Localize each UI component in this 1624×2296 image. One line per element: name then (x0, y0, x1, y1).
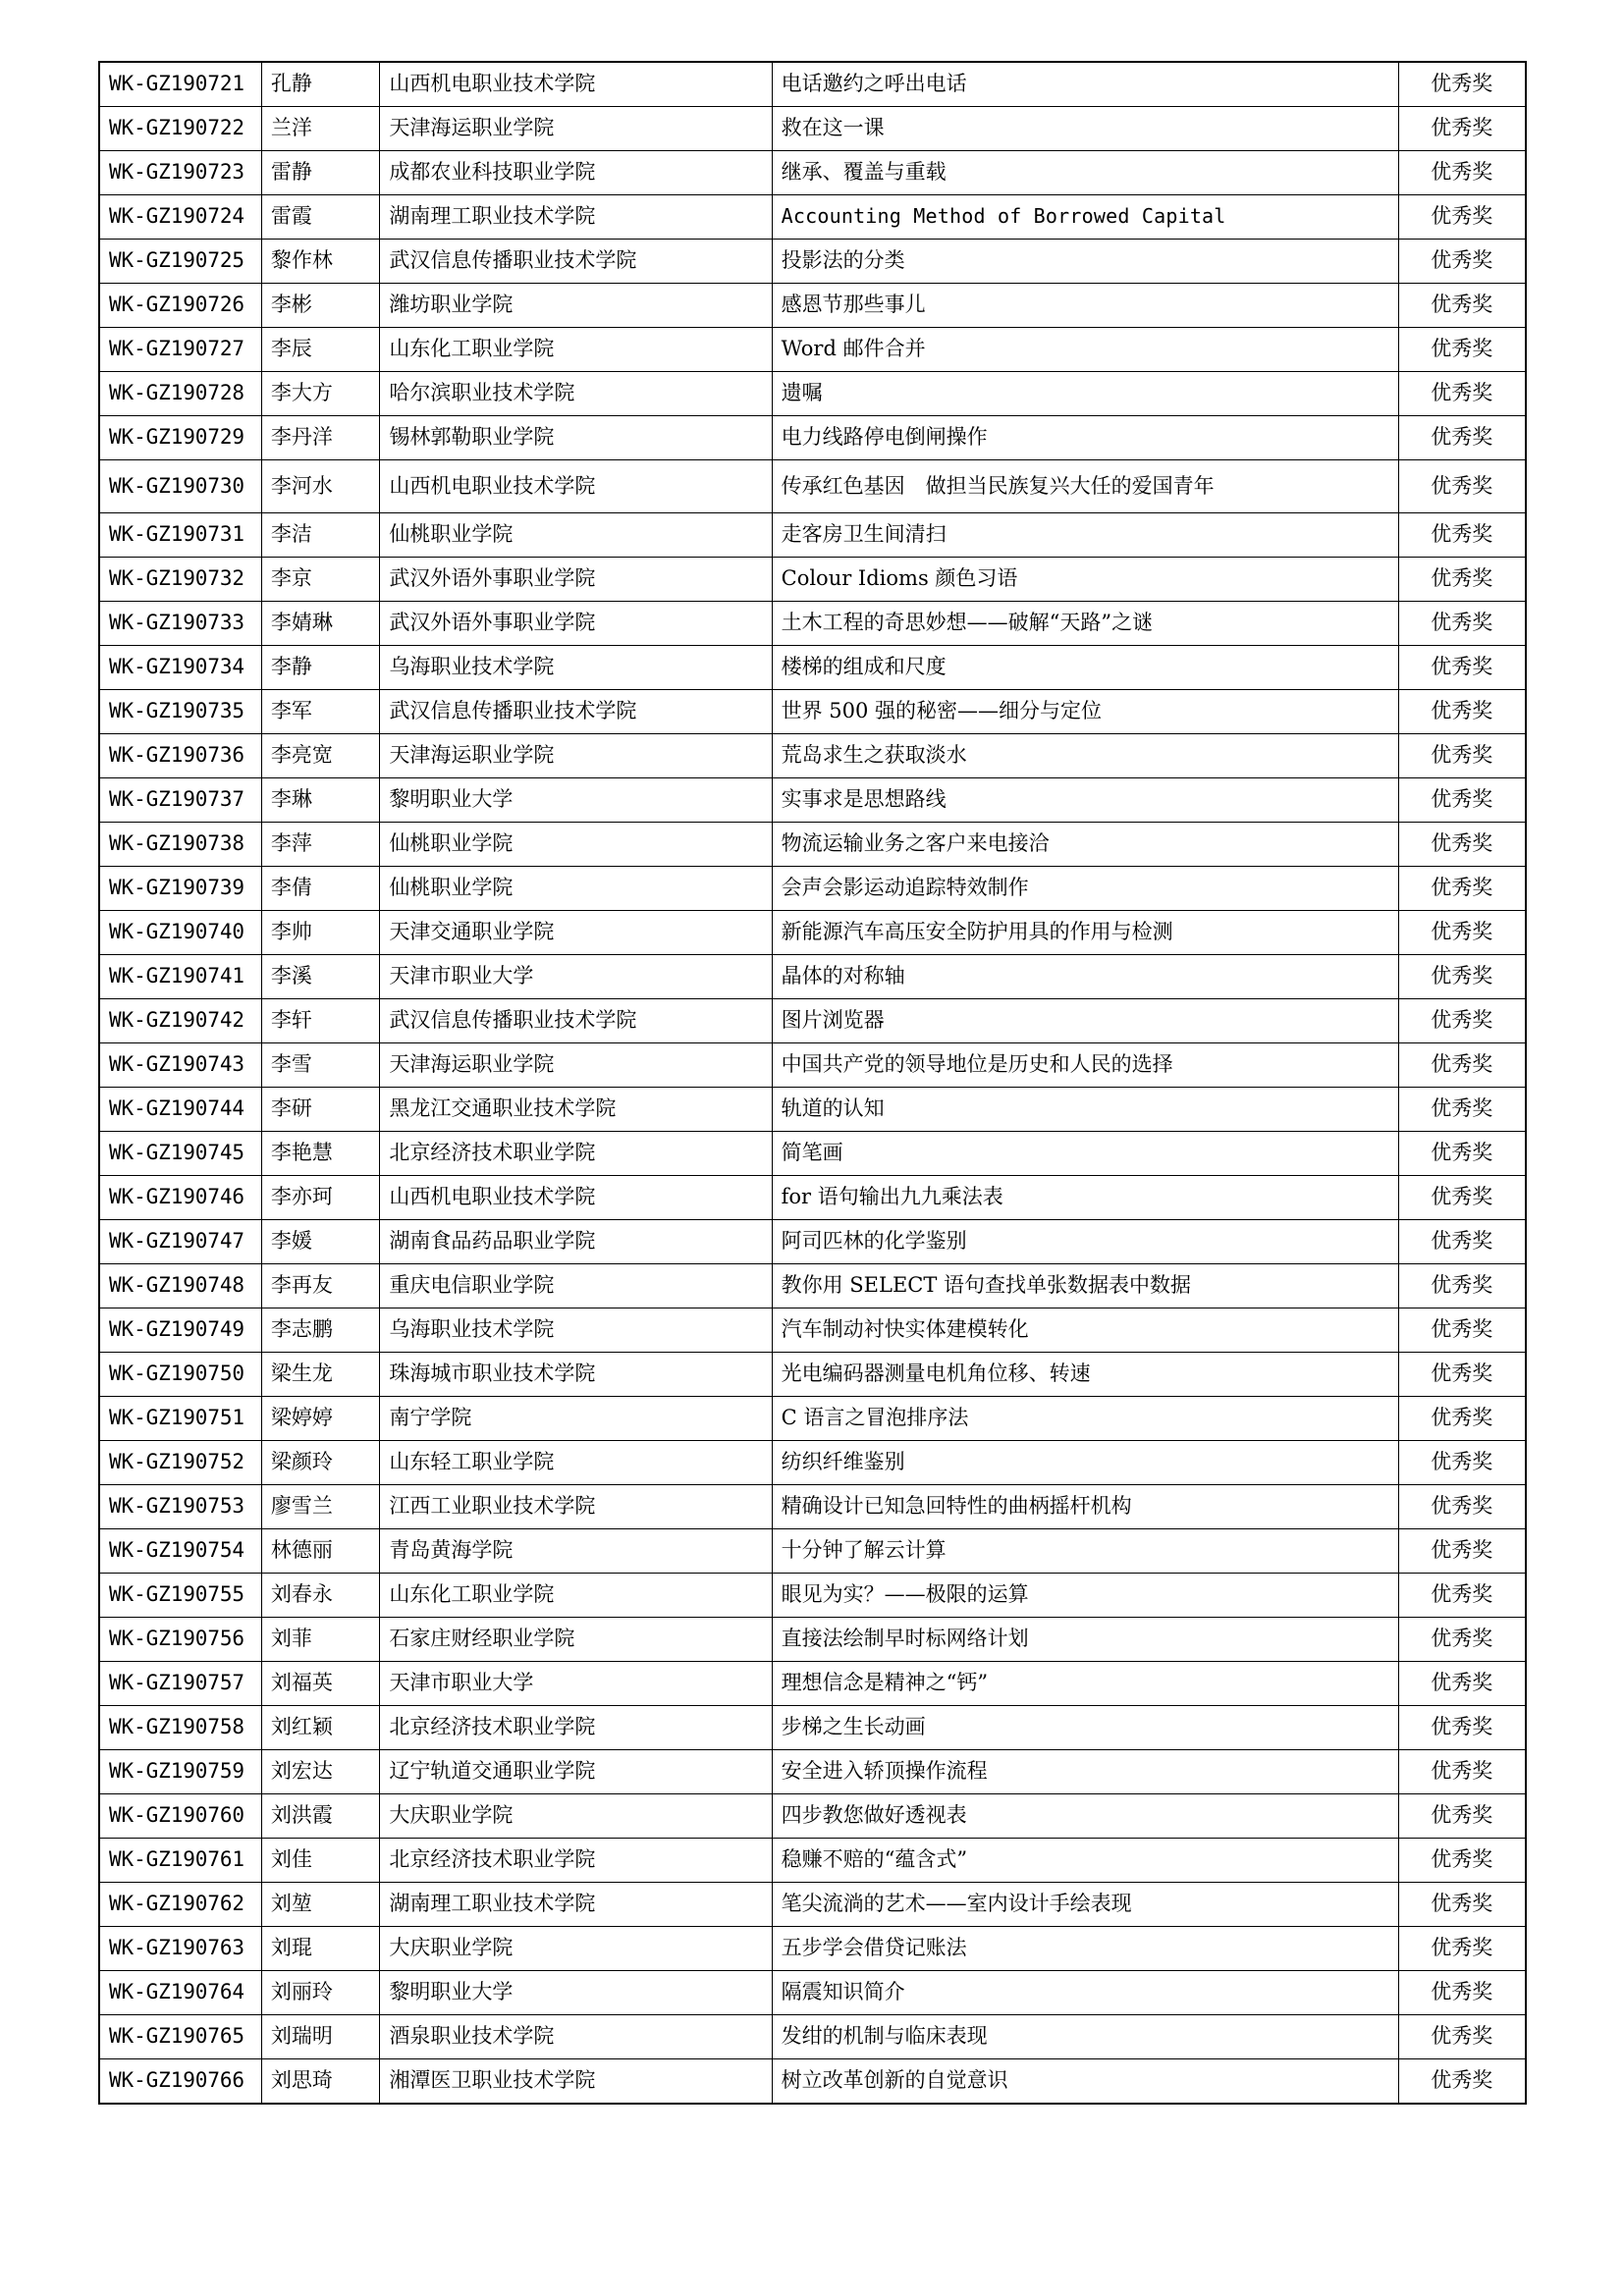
cell-author-name: 李帅 (261, 911, 379, 955)
cell-work-code: WK-GZ190731 (99, 513, 261, 558)
cell-institution: 武汉外语外事职业学院 (380, 602, 772, 646)
cell-institution: 重庆电信职业学院 (380, 1264, 772, 1308)
cell-author-name: 孔静 (261, 62, 379, 107)
table-row (99, 2015, 1526, 2059)
cell-institution: 仙桃职业学院 (380, 823, 772, 867)
cell-work-title: 世界 500 强的秘密——细分与定位 (772, 690, 1398, 734)
cell-work-title: 晶体的对称轴 (772, 955, 1398, 999)
cell-work-title: C 语言之冒泡排序法 (772, 1397, 1398, 1441)
cell-work-code: WK-GZ190764 (99, 1971, 261, 2015)
cell-author-name: 李志鹏 (261, 1308, 379, 1353)
cell-institution: 北京经济技术职业学院 (380, 1132, 772, 1176)
cell-author-name: 李辰 (261, 328, 379, 372)
cell-work-title: 传承红色基因 做担当民族复兴大任的爱国青年 (772, 460, 1398, 513)
cell-author-name: 李萍 (261, 823, 379, 867)
cell-author-name: 李媛 (261, 1220, 379, 1264)
cell-author-name: 李琳 (261, 778, 379, 823)
cell-award: 优秀奖 (1398, 911, 1526, 955)
table-row (99, 460, 1526, 513)
cell-award: 优秀奖 (1398, 1883, 1526, 1927)
table-row (99, 778, 1526, 823)
cell-institution: 仙桃职业学院 (380, 513, 772, 558)
cell-author-name: 刘堃 (261, 1883, 379, 1927)
cell-work-code: WK-GZ190729 (99, 416, 261, 460)
cell-work-title: 树立改革创新的自觉意识 (772, 2059, 1398, 2105)
cell-work-title: 步梯之生长动画 (772, 1706, 1398, 1750)
cell-work-title: 投影法的分类 (772, 240, 1398, 284)
cell-institution: 锡林郭勒职业学院 (380, 416, 772, 460)
cell-work-code: WK-GZ190735 (99, 690, 261, 734)
cell-work-code: WK-GZ190739 (99, 867, 261, 911)
cell-work-code: WK-GZ190742 (99, 999, 261, 1043)
table-row (99, 1839, 1526, 1883)
cell-work-title: 继承、覆盖与重载 (772, 151, 1398, 195)
cell-work-title: 轨道的认知 (772, 1088, 1398, 1132)
cell-award: 优秀奖 (1398, 999, 1526, 1043)
cell-work-title: 十分钟了解云计算 (772, 1529, 1398, 1574)
cell-award: 优秀奖 (1398, 823, 1526, 867)
table-row (99, 513, 1526, 558)
table-row (99, 1264, 1526, 1308)
cell-author-name: 刘丽玲 (261, 1971, 379, 2015)
cell-award: 优秀奖 (1398, 1839, 1526, 1883)
cell-work-title: 感恩节那些事儿 (772, 284, 1398, 328)
cell-award: 优秀奖 (1398, 1485, 1526, 1529)
cell-work-code: WK-GZ190763 (99, 1927, 261, 1971)
cell-work-title: 物流运输业务之客户来电接洽 (772, 823, 1398, 867)
cell-work-code: WK-GZ190723 (99, 151, 261, 195)
table-row (99, 1088, 1526, 1132)
cell-work-code: WK-GZ190758 (99, 1706, 261, 1750)
table-row (99, 1485, 1526, 1529)
table-row (99, 558, 1526, 602)
table-row (99, 151, 1526, 195)
cell-institution: 哈尔滨职业技术学院 (380, 372, 772, 416)
cell-institution: 湘潭医卫职业技术学院 (380, 2059, 772, 2105)
table-row (99, 240, 1526, 284)
cell-institution: 潍坊职业学院 (380, 284, 772, 328)
cell-author-name: 梁婷婷 (261, 1397, 379, 1441)
cell-institution: 北京经济技术职业学院 (380, 1839, 772, 1883)
cell-award: 优秀奖 (1398, 1750, 1526, 1794)
cell-work-title: 四步教您做好透视表 (772, 1794, 1398, 1839)
cell-work-code: WK-GZ190766 (99, 2059, 261, 2105)
table-row (99, 1794, 1526, 1839)
cell-award: 优秀奖 (1398, 867, 1526, 911)
table-row (99, 1927, 1526, 1971)
cell-work-code: WK-GZ190736 (99, 734, 261, 778)
cell-work-code: WK-GZ190726 (99, 284, 261, 328)
cell-work-code: WK-GZ190760 (99, 1794, 261, 1839)
cell-work-code: WK-GZ190740 (99, 911, 261, 955)
table-row (99, 911, 1526, 955)
table-row (99, 1308, 1526, 1353)
cell-award: 优秀奖 (1398, 372, 1526, 416)
table-row (99, 1574, 1526, 1618)
cell-work-code: WK-GZ190733 (99, 602, 261, 646)
cell-institution: 仙桃职业学院 (380, 867, 772, 911)
cell-work-code: WK-GZ190753 (99, 1485, 261, 1529)
table-row (99, 1353, 1526, 1397)
cell-work-code: WK-GZ190741 (99, 955, 261, 999)
cell-institution: 湖南理工职业技术学院 (380, 1883, 772, 1927)
cell-work-title: 理想信念是精神之“钙” (772, 1662, 1398, 1706)
cell-author-name: 刘春永 (261, 1574, 379, 1618)
cell-institution: 武汉外语外事职业学院 (380, 558, 772, 602)
cell-award: 优秀奖 (1398, 416, 1526, 460)
cell-author-name: 梁颜玲 (261, 1441, 379, 1485)
cell-author-name: 李溪 (261, 955, 379, 999)
cell-award: 优秀奖 (1398, 1308, 1526, 1353)
cell-institution: 黎明职业大学 (380, 778, 772, 823)
cell-work-title: 新能源汽车高压安全防护用具的作用与检测 (772, 911, 1398, 955)
cell-work-code: WK-GZ190755 (99, 1574, 261, 1618)
table-row (99, 372, 1526, 416)
cell-award: 优秀奖 (1398, 1441, 1526, 1485)
table-row (99, 646, 1526, 690)
cell-work-title: 汽车制动衬快实体建模转化 (772, 1308, 1398, 1353)
cell-work-title: 阿司匹林的化学鉴别 (772, 1220, 1398, 1264)
cell-author-name: 李亦珂 (261, 1176, 379, 1220)
cell-work-title: 五步学会借贷记账法 (772, 1927, 1398, 1971)
cell-work-code: WK-GZ190732 (99, 558, 261, 602)
cell-award: 优秀奖 (1398, 558, 1526, 602)
table-row (99, 1220, 1526, 1264)
cell-award: 优秀奖 (1398, 1662, 1526, 1706)
cell-work-title: Colour Idioms 颜色习语 (772, 558, 1398, 602)
cell-work-code: WK-GZ190727 (99, 328, 261, 372)
cell-author-name: 兰洋 (261, 107, 379, 151)
cell-award: 优秀奖 (1398, 1088, 1526, 1132)
cell-work-code: WK-GZ190724 (99, 195, 261, 240)
cell-institution: 黑龙江交通职业技术学院 (380, 1088, 772, 1132)
cell-author-name: 李丹洋 (261, 416, 379, 460)
cell-award: 优秀奖 (1398, 2015, 1526, 2059)
cell-author-name: 李倩 (261, 867, 379, 911)
cell-award: 优秀奖 (1398, 513, 1526, 558)
cell-institution: 天津市职业大学 (380, 955, 772, 999)
cell-institution: 武汉信息传播职业技术学院 (380, 690, 772, 734)
cell-award: 优秀奖 (1398, 955, 1526, 999)
table-body (99, 62, 1526, 2104)
cell-award: 优秀奖 (1398, 1971, 1526, 2015)
table-row (99, 690, 1526, 734)
cell-author-name: 李洁 (261, 513, 379, 558)
cell-work-code: WK-GZ190751 (99, 1397, 261, 1441)
table-row (99, 1397, 1526, 1441)
cell-institution: 山东轻工职业学院 (380, 1441, 772, 1485)
table-row (99, 62, 1526, 107)
cell-author-name: 刘菲 (261, 1618, 379, 1662)
cell-work-code: WK-GZ190757 (99, 1662, 261, 1706)
cell-author-name: 刘洪霞 (261, 1794, 379, 1839)
cell-institution: 山东化工职业学院 (380, 1574, 772, 1618)
cell-work-code: WK-GZ190738 (99, 823, 261, 867)
cell-author-name: 李艳慧 (261, 1132, 379, 1176)
table-row (99, 823, 1526, 867)
cell-award: 优秀奖 (1398, 1927, 1526, 1971)
cell-author-name: 刘佳 (261, 1839, 379, 1883)
cell-author-name: 雷霞 (261, 195, 379, 240)
cell-work-code: WK-GZ190759 (99, 1750, 261, 1794)
table-row (99, 955, 1526, 999)
cell-work-title: 笔尖流淌的艺术——室内设计手绘表现 (772, 1883, 1398, 1927)
cell-author-name: 李轩 (261, 999, 379, 1043)
cell-work-code: WK-GZ190762 (99, 1883, 261, 1927)
cell-work-code: WK-GZ190749 (99, 1308, 261, 1353)
cell-work-code: WK-GZ190734 (99, 646, 261, 690)
cell-work-code: WK-GZ190765 (99, 2015, 261, 2059)
cell-work-title: 发绀的机制与临床表现 (772, 2015, 1398, 2059)
cell-author-name: 李再友 (261, 1264, 379, 1308)
cell-work-code: WK-GZ190728 (99, 372, 261, 416)
cell-institution: 南宁学院 (380, 1397, 772, 1441)
cell-institution: 大庆职业学院 (380, 1794, 772, 1839)
cell-author-name: 李研 (261, 1088, 379, 1132)
cell-work-title: 电力线路停电倒闸操作 (772, 416, 1398, 460)
table-row (99, 1971, 1526, 2015)
cell-work-title: 眼见为实？——极限的运算 (772, 1574, 1398, 1618)
cell-award: 优秀奖 (1398, 2059, 1526, 2105)
cell-work-code: WK-GZ190761 (99, 1839, 261, 1883)
cell-work-title: 光电编码器测量电机角位移、转速 (772, 1353, 1398, 1397)
cell-institution: 成都农业科技职业学院 (380, 151, 772, 195)
table-row (99, 1662, 1526, 1706)
award-list-table (98, 61, 1527, 2105)
cell-work-title: 中国共产党的领导地位是历史和人民的选择 (772, 1043, 1398, 1088)
cell-work-title: Accounting Method of Borrowed Capital (772, 195, 1398, 240)
cell-author-name: 雷静 (261, 151, 379, 195)
cell-award: 优秀奖 (1398, 1794, 1526, 1839)
table-row (99, 284, 1526, 328)
cell-institution: 黎明职业大学 (380, 1971, 772, 2015)
cell-institution: 天津海运职业学院 (380, 1043, 772, 1088)
table-row (99, 1706, 1526, 1750)
cell-institution: 辽宁轨道交通职业学院 (380, 1750, 772, 1794)
cell-work-title: 救在这一课 (772, 107, 1398, 151)
table-row (99, 867, 1526, 911)
table-row (99, 195, 1526, 240)
cell-author-name: 林德丽 (261, 1529, 379, 1574)
cell-institution: 武汉信息传播职业技术学院 (380, 999, 772, 1043)
cell-author-name: 刘思琦 (261, 2059, 379, 2105)
cell-work-code: WK-GZ190756 (99, 1618, 261, 1662)
cell-author-name: 刘红颖 (261, 1706, 379, 1750)
cell-institution: 乌海职业技术学院 (380, 646, 772, 690)
cell-award: 优秀奖 (1398, 1574, 1526, 1618)
cell-work-code: WK-GZ190722 (99, 107, 261, 151)
cell-author-name: 刘琨 (261, 1927, 379, 1971)
cell-institution: 天津交通职业学院 (380, 911, 772, 955)
cell-institution: 珠海城市职业技术学院 (380, 1353, 772, 1397)
cell-award: 优秀奖 (1398, 602, 1526, 646)
cell-institution: 天津海运职业学院 (380, 734, 772, 778)
cell-award: 优秀奖 (1398, 195, 1526, 240)
cell-award: 优秀奖 (1398, 1397, 1526, 1441)
cell-work-code: WK-GZ190721 (99, 62, 261, 107)
cell-award: 优秀奖 (1398, 284, 1526, 328)
cell-author-name: 刘瑞明 (261, 2015, 379, 2059)
cell-institution: 青岛黄海学院 (380, 1529, 772, 1574)
cell-author-name: 李彬 (261, 284, 379, 328)
cell-work-code: WK-GZ190743 (99, 1043, 261, 1088)
table-row (99, 1618, 1526, 1662)
cell-institution: 山西机电职业技术学院 (380, 1176, 772, 1220)
cell-award: 优秀奖 (1398, 646, 1526, 690)
cell-author-name: 廖雪兰 (261, 1485, 379, 1529)
cell-institution: 山西机电职业技术学院 (380, 62, 772, 107)
cell-award: 优秀奖 (1398, 1176, 1526, 1220)
cell-author-name: 李雪 (261, 1043, 379, 1088)
cell-author-name: 刘宏达 (261, 1750, 379, 1794)
cell-work-code: WK-GZ190747 (99, 1220, 261, 1264)
cell-institution: 石家庄财经职业学院 (380, 1618, 772, 1662)
cell-work-code: WK-GZ190746 (99, 1176, 261, 1220)
table-row (99, 999, 1526, 1043)
cell-award: 优秀奖 (1398, 778, 1526, 823)
cell-work-code: WK-GZ190737 (99, 778, 261, 823)
cell-institution: 酒泉职业技术学院 (380, 2015, 772, 2059)
cell-institution: 乌海职业技术学院 (380, 1308, 772, 1353)
table-row (99, 416, 1526, 460)
cell-award: 优秀奖 (1398, 690, 1526, 734)
cell-award: 优秀奖 (1398, 107, 1526, 151)
cell-author-name: 梁生龙 (261, 1353, 379, 1397)
cell-work-title: Word 邮件合并 (772, 328, 1398, 372)
cell-author-name: 刘福英 (261, 1662, 379, 1706)
table-row (99, 1529, 1526, 1574)
table-row (99, 734, 1526, 778)
cell-work-title: 精确设计已知急回特性的曲柄摇杆机构 (772, 1485, 1398, 1529)
cell-work-code: WK-GZ190730 (99, 460, 261, 513)
cell-author-name: 李军 (261, 690, 379, 734)
cell-institution: 天津海运职业学院 (380, 107, 772, 151)
cell-work-code: WK-GZ190754 (99, 1529, 261, 1574)
cell-award: 优秀奖 (1398, 734, 1526, 778)
cell-award: 优秀奖 (1398, 151, 1526, 195)
cell-work-title: 走客房卫生间清扫 (772, 513, 1398, 558)
table-row (99, 328, 1526, 372)
cell-work-code: WK-GZ190748 (99, 1264, 261, 1308)
cell-work-code: WK-GZ190725 (99, 240, 261, 284)
cell-institution: 湖南理工职业技术学院 (380, 195, 772, 240)
cell-work-title: 简笔画 (772, 1132, 1398, 1176)
cell-award: 优秀奖 (1398, 460, 1526, 513)
table-row (99, 107, 1526, 151)
cell-work-title: 安全进入轿顶操作流程 (772, 1750, 1398, 1794)
cell-institution: 山西机电职业技术学院 (380, 460, 772, 513)
table-row (99, 602, 1526, 646)
cell-work-title: 直接法绘制早时标网络计划 (772, 1618, 1398, 1662)
cell-institution: 北京经济技术职业学院 (380, 1706, 772, 1750)
cell-work-title: 电话邀约之呼出电话 (772, 62, 1398, 107)
cell-award: 优秀奖 (1398, 1264, 1526, 1308)
cell-institution: 山东化工职业学院 (380, 328, 772, 372)
cell-author-name: 李亮宽 (261, 734, 379, 778)
cell-award: 优秀奖 (1398, 1529, 1526, 1574)
cell-work-title: 会声会影运动追踪特效制作 (772, 867, 1398, 911)
table-row (99, 1750, 1526, 1794)
cell-award: 优秀奖 (1398, 1132, 1526, 1176)
cell-work-title: 教你用 SELECT 语句查找单张数据表中数据 (772, 1264, 1398, 1308)
cell-author-name: 黎作林 (261, 240, 379, 284)
table-row (99, 1441, 1526, 1485)
cell-award: 优秀奖 (1398, 240, 1526, 284)
cell-award: 优秀奖 (1398, 328, 1526, 372)
cell-work-title: 遗嘱 (772, 372, 1398, 416)
cell-work-title: 图片浏览器 (772, 999, 1398, 1043)
cell-award: 优秀奖 (1398, 1618, 1526, 1662)
cell-work-title: 楼梯的组成和尺度 (772, 646, 1398, 690)
table-row (99, 2059, 1526, 2105)
cell-work-title: 隔震知识简介 (772, 1971, 1398, 2015)
cell-work-title: 稳赚不赔的“蕴含式” (772, 1839, 1398, 1883)
cell-work-code: WK-GZ190752 (99, 1441, 261, 1485)
cell-author-name: 李京 (261, 558, 379, 602)
cell-award: 优秀奖 (1398, 1220, 1526, 1264)
cell-work-title: 土木工程的奇思妙想——破解“天路”之谜 (772, 602, 1398, 646)
cell-institution: 武汉信息传播职业技术学院 (380, 240, 772, 284)
cell-award: 优秀奖 (1398, 62, 1526, 107)
table-row (99, 1043, 1526, 1088)
table-row (99, 1176, 1526, 1220)
cell-author-name: 李河水 (261, 460, 379, 513)
cell-work-code: WK-GZ190750 (99, 1353, 261, 1397)
cell-work-code: WK-GZ190745 (99, 1132, 261, 1176)
cell-work-title: 实事求是思想路线 (772, 778, 1398, 823)
cell-work-code: WK-GZ190744 (99, 1088, 261, 1132)
cell-author-name: 李婧琳 (261, 602, 379, 646)
cell-award: 优秀奖 (1398, 1043, 1526, 1088)
cell-award: 优秀奖 (1398, 1706, 1526, 1750)
cell-work-title: 荒岛求生之获取淡水 (772, 734, 1398, 778)
cell-award: 优秀奖 (1398, 1353, 1526, 1397)
cell-work-title: 纺织纤维鉴别 (772, 1441, 1398, 1485)
cell-institution: 天津市职业大学 (380, 1662, 772, 1706)
cell-author-name: 李大方 (261, 372, 379, 416)
cell-author-name: 李静 (261, 646, 379, 690)
table-row (99, 1883, 1526, 1927)
cell-institution: 江西工业职业技术学院 (380, 1485, 772, 1529)
cell-institution: 湖南食品药品职业学院 (380, 1220, 772, 1264)
table-row (99, 1132, 1526, 1176)
cell-institution: 大庆职业学院 (380, 1927, 772, 1971)
cell-work-title: for 语句输出九九乘法表 (772, 1176, 1398, 1220)
